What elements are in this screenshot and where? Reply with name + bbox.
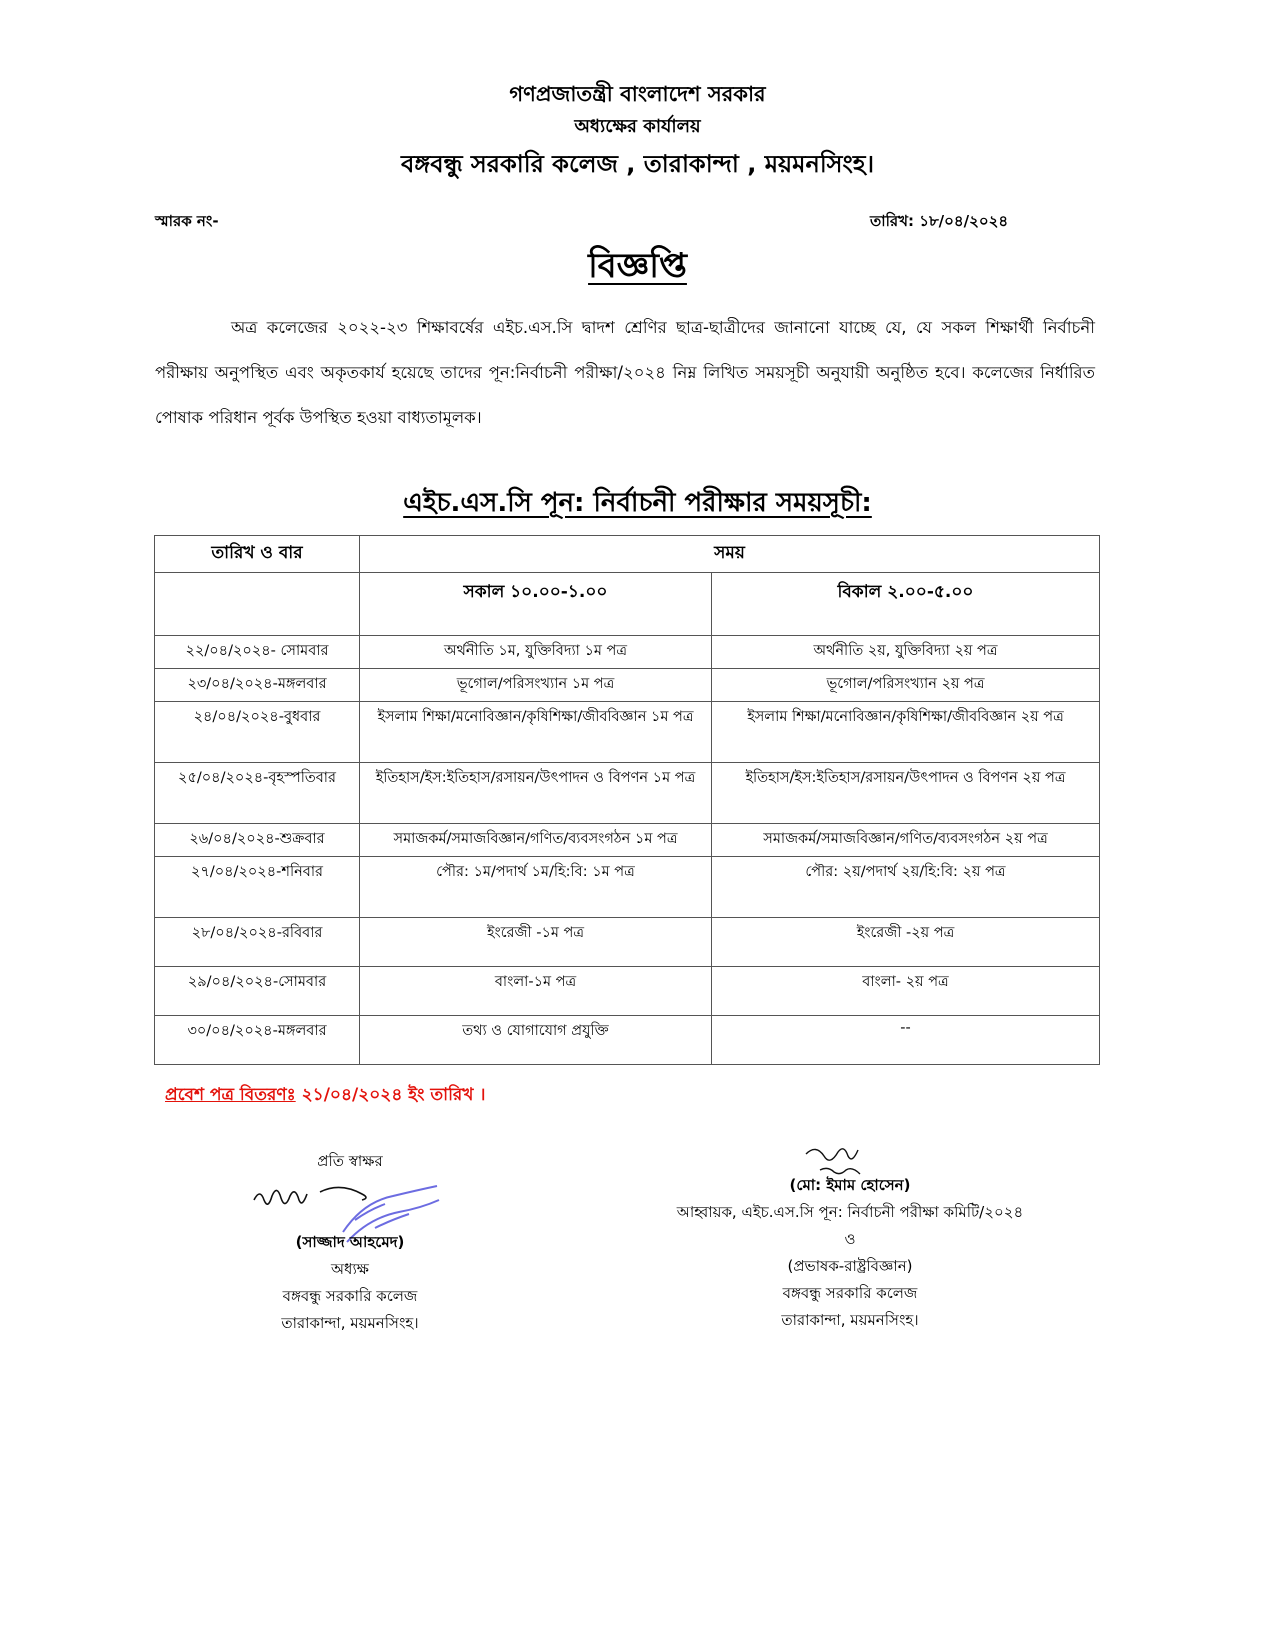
principal-name: (সাজ্জাদ আহমেদ) [295, 1233, 405, 1251]
table-row [155, 1016, 1100, 1065]
table-row [155, 669, 1100, 702]
table-row [155, 763, 1100, 824]
row-morning: তথ্য ও যোগাযোগ প্রযুক্তি [360, 1016, 712, 1065]
countersign-label: প্রতি স্বাক্ষর [317, 1152, 383, 1170]
row-afternoon: ইংরেজী -২য় পত্র [712, 918, 1100, 967]
row-afternoon: সমাজকর্ম/সমাজবিজ্ঞান/গণিত/ব্যবসংগঠন ২য় পত্র [712, 824, 1100, 857]
row-date: ২৬/০৪/২০২৪-শুক্রবার [155, 824, 360, 857]
row-afternoon: ইসলাম শিক্ষা/মনোবিজ্ঞান/কৃষিশিক্ষা/জীববিজ্ঞান ২য় পত্র [712, 702, 1100, 763]
admit-label: প্রবেশ পত্র বিতরণঃ [165, 1085, 296, 1105]
exam-schedule-table [154, 535, 1100, 1065]
row-date: ২৫/০৪/২০২৪-বৃহস্পতিবার [155, 763, 360, 824]
row-morning: ইতিহাস/ইস:ইতিহাস/রসায়ন/উৎপাদন ও বিপণন ১ম পত্র [360, 763, 712, 824]
row-date: ২২/০৪/২০২৪- সোমবার [155, 636, 360, 669]
row-date: ২৭/০৪/২০২৪-শনিবার [155, 857, 360, 918]
row-afternoon: অর্থনীতি ২য়, যুক্তিবিদ্যা ২য় পত্র [712, 636, 1100, 669]
column-header-date: তারিখ ও বার [155, 536, 360, 573]
row-morning: পৌর: ১ম/পদার্থ ১ম/হি:বি: ১ম পত্র [360, 857, 712, 918]
row-morning: বাংলা-১ম পত্র [360, 967, 712, 1016]
subheader-afternoon: বিকাল ২.০০-৫.০০ [712, 573, 1100, 636]
row-afternoon: ইতিহাস/ইস:ইতিহাস/রসায়ন/উৎপাদন ও বিপণন ২য় পত্র [712, 763, 1100, 824]
row-date: ২৮/০৪/২০২৪-রবিবার [155, 918, 360, 967]
header-government: গণপ্রজাতন্ত্রী বাংলাদেশ সরকার [509, 82, 766, 106]
header-office: অধ্যক্ষের কার্যালয় [574, 116, 701, 137]
column-header-time: সময় [360, 536, 1100, 573]
schedule-title-text: এইচ.এস.সি পূন: নির্বাচনী পরীক্ষার সময়সূচী: [403, 488, 872, 518]
schedule-title [0, 482, 1275, 526]
row-morning: ভূগোল/পরিসংখ্যান ১ম পত্র [360, 669, 712, 702]
signature-space [230, 1175, 470, 1229]
table-row [155, 857, 1100, 918]
row-date: ২৯/০৪/২০২৪-সোমবার [155, 967, 360, 1016]
notice-paragraph: অত্র কলেজের ২০২২-২৩ শিক্ষাবর্ষের এইচ.এস.সি দ্বাদশ শ্রেণির ছাত্র-ছাত্রীদের জানানো যাচ্ছে যে, যে সকল শিক্ষার্থী নির্বাচনী পরীক্ষায় অনুপস্থিত এবং অকৃতকার্য হয়েছে তাদের পূন:নির্বাচনী পরীক্ষা/২০২৪ নিম্ন লিখিত সময়সূচী অনুযায়ী অনুষ্ঠিত হবে। কলেজের নির্ধারিত পোষাক পরিধান পূর্বক উপস্থিত হওয়া বাধ্যতামূলক। [155, 318, 1095, 427]
row-afternoon: বাংলা- ২য় পত্র [712, 967, 1100, 1016]
convener-title: আহ্বায়ক, এইচ.এস.সি পূন: নির্বাচনী পরীক্ষা কমিটি/২০২৪ [676, 1203, 1024, 1221]
table-row [155, 702, 1100, 763]
admit-date: ২১/০৪/২০২৪ ইং তারিখ । [301, 1085, 486, 1105]
convener-designation: (প্রভাষক-রাষ্ট্রবিজ্ঞান) [787, 1257, 913, 1275]
table-header-row [155, 536, 1100, 573]
convener-name: (মো: ইমাম হোসেন) [789, 1176, 911, 1194]
row-morning: অর্থনীতি ১ম, যুক্তিবিদ্যা ১ম পত্র [360, 636, 712, 669]
convener-place: তারাকান্দা, ময়মনসিংহ। [781, 1311, 919, 1329]
row-date: ৩০/০৪/২০২৪-মঙ্গলবার [155, 1016, 360, 1065]
table-row [155, 918, 1100, 967]
admit-card-distribution [165, 1082, 485, 1110]
memo-number: স্মারক নং- [155, 212, 219, 230]
principal-org: বঙ্গবন্ধু সরকারি কলেজ [282, 1287, 418, 1305]
principal-place: তারাকান্দা, ময়মনসিংহ। [281, 1314, 419, 1332]
header-college: বঙ্গবন্ধু সরকারি কলেজ , তারাকান্দা , ময়মনসিংহ। [400, 150, 875, 178]
principal-title: অধ্যক্ষ [331, 1260, 369, 1278]
principal-signature-block [230, 1148, 470, 1337]
row-morning: ইসলাম শিক্ষা/মনোবিজ্ঞান/কৃষিশিক্ষা/জীববিজ্ঞান ১ম পত্র [360, 702, 712, 763]
row-afternoon: -- [712, 1016, 1100, 1065]
table-row [155, 824, 1100, 857]
row-morning: ইংরেজী -১ম পত্র [360, 918, 712, 967]
table-row [155, 636, 1100, 669]
subheader-morning: সকাল ১০.০০-১.০০ [360, 573, 712, 636]
convener-and: ও [844, 1230, 856, 1248]
subheader-empty [155, 573, 360, 636]
notice-title-text: বিজ্ঞপ্তি [588, 246, 687, 286]
row-afternoon: পৌর: ২য়/পদার্থ ২য়/হি:বি: ২য় পত্র [712, 857, 1100, 918]
row-date: ২৪/০৪/২০২৪-বুধবার [155, 702, 360, 763]
row-morning: সমাজকর্ম/সমাজবিজ্ঞান/গণিত/ব্যবসংগঠন ১ম পত্র [360, 824, 712, 857]
convener-signature-block [620, 1172, 1080, 1334]
notice-date: তারিখ: ১৮/০৪/২০২৪ [870, 212, 1009, 230]
table-row [155, 967, 1100, 1016]
row-afternoon: ভূগোল/পরিসংখ্যান ২য় পত্র [712, 669, 1100, 702]
convener-org: বঙ্গবন্ধু সরকারি কলেজ [782, 1284, 918, 1302]
notice-title [0, 240, 1275, 297]
table-subheader-row [155, 573, 1100, 636]
row-date: ২৩/০৪/২০২৪-মঙ্গলবার [155, 669, 360, 702]
